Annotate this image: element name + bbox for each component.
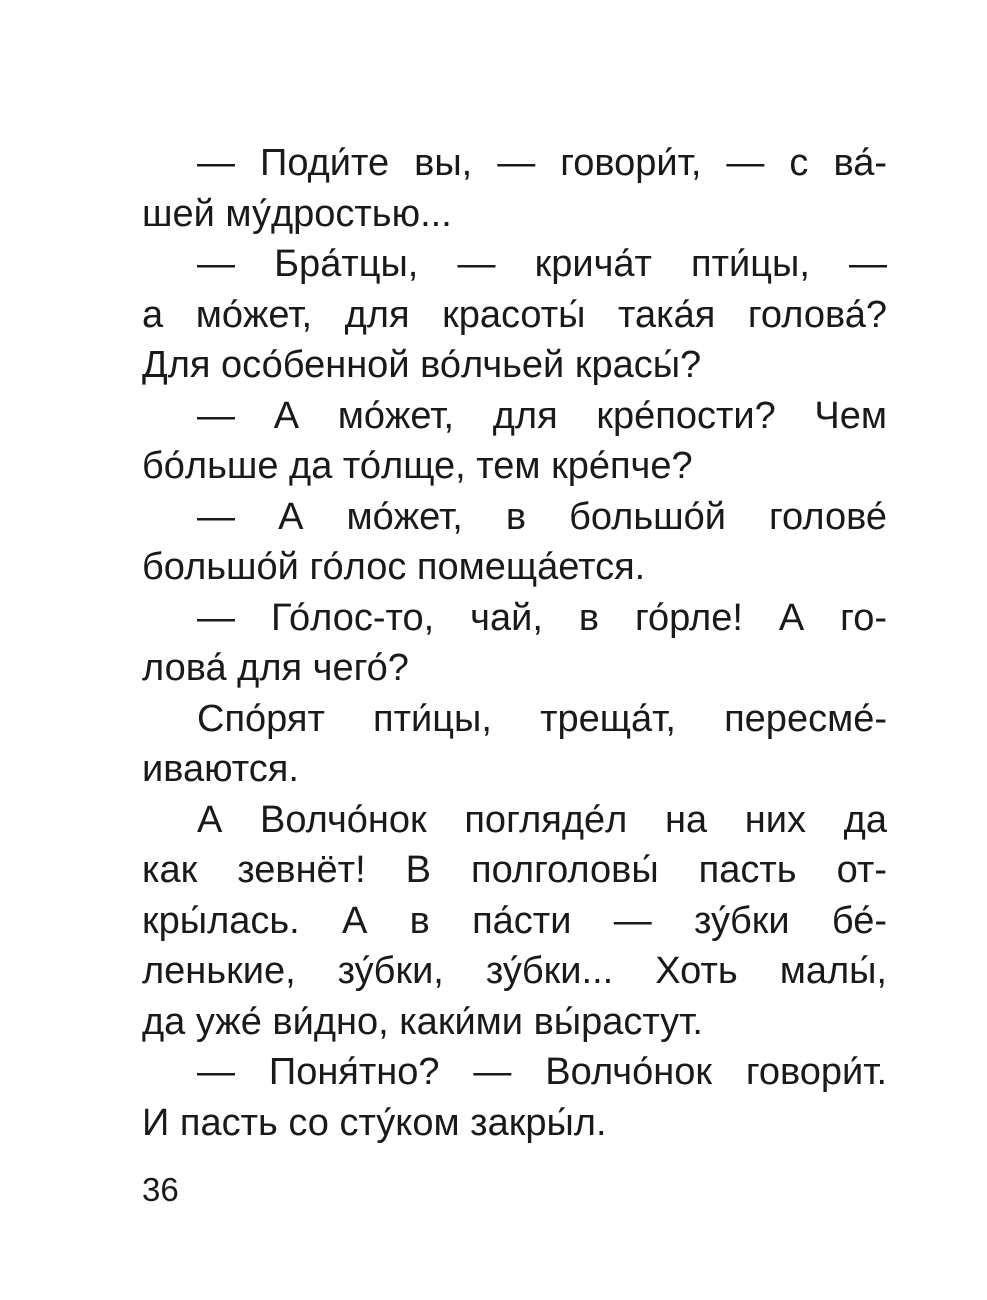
text-line: большо́й го́лос помеща́ется. <box>142 546 646 588</box>
text-line: — Поди́те вы, — говори́т, — с ва́- <box>197 142 887 184</box>
text-line: как зевнёт! В полголовы́ пасть от- <box>142 849 887 891</box>
text-line: Для осо́бенной во́лчьей красы́? <box>142 344 702 386</box>
text-line: — А мо́жет, в большо́й голове́ <box>197 495 887 538</box>
text-line: а мо́жет, для красоты́ така́я голова́? <box>142 293 887 336</box>
text-line: И пасть со сту́ком закры́л. <box>142 1101 607 1144</box>
text-line: шей му́дростью... <box>142 192 452 235</box>
text-line: лова́ для чего́? <box>142 647 409 689</box>
text-line: — Поня́тно? — Волчо́нок говори́т. <box>197 1051 887 1093</box>
page-number: 36 <box>142 1171 179 1208</box>
text-line: иваются. <box>142 748 299 790</box>
text-line: кры́лась. А в па́сти — зу́бки бе́- <box>142 899 887 942</box>
text-line: — А мо́жет, для кре́пости? Чем <box>197 394 887 437</box>
text-line: — Бра́тцы, — крича́т пти́цы, — <box>197 243 887 285</box>
text-line: Спо́рят пти́цы, треща́т, пересме́- <box>197 697 887 740</box>
story-text <box>142 138 887 1148</box>
text-line: ленькие, зу́бки, зу́бки... Хоть малы́, <box>142 950 887 992</box>
text-line: — Го́лос-то, чай, в го́рле! А го- <box>197 596 887 639</box>
text-line: А Волчо́нок погляде́л на них да <box>197 798 887 841</box>
text-line: бо́льше да то́лще, тем кре́пче? <box>142 445 693 487</box>
text-line: да уже́ ви́дно, каки́ми вы́растут. <box>142 1000 703 1043</box>
